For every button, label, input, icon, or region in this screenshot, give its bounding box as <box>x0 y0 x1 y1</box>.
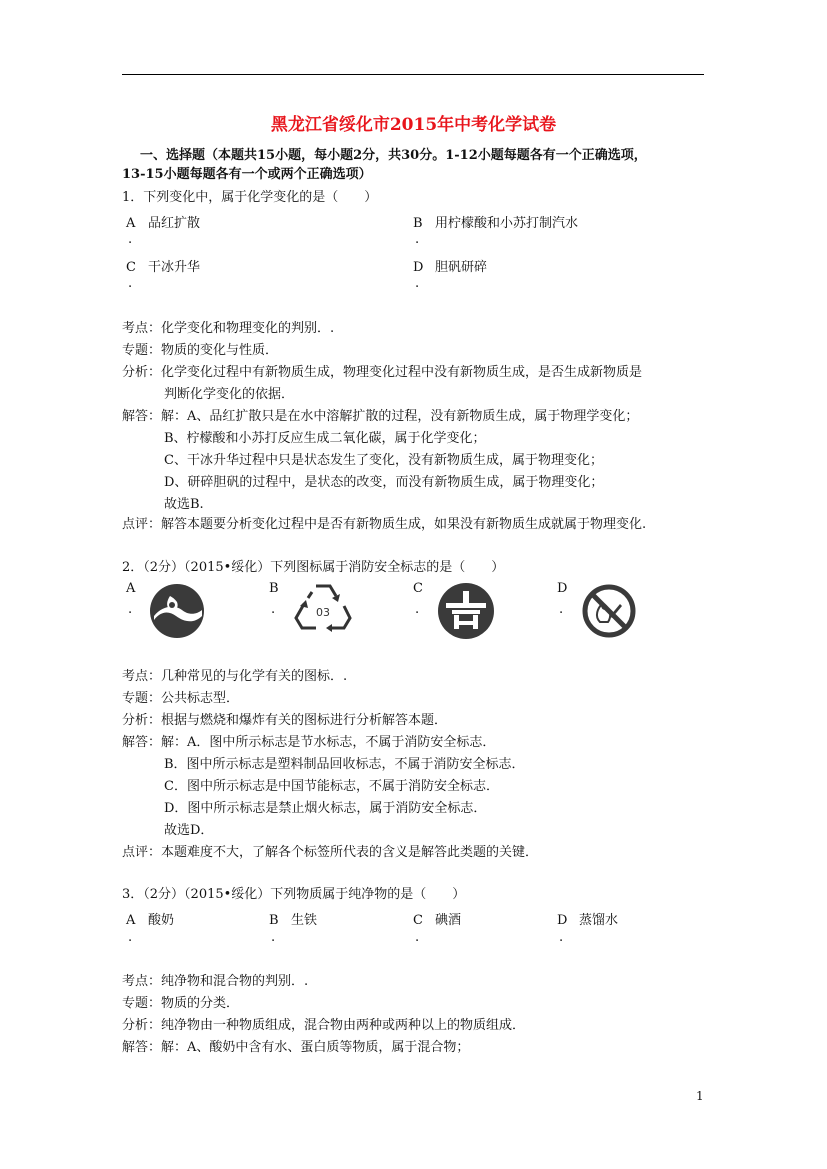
option-letter: B <box>413 216 423 231</box>
section-heading-line1: 一、选择题（本题共15小题，每小题2分，共30分。1-12小题每题各有一个正确选项， <box>140 148 647 163</box>
q1-option-c <box>126 256 200 275</box>
q3-jieda: 解答：解：A、酸奶中含有水、蛋白质等物质，属于混合物； <box>122 1040 470 1055</box>
q3-fenxi: 分析：纯净物由一种物质组成，混合物由两种或两种以上的物质组成． <box>122 1018 526 1033</box>
option-letter: A <box>126 216 136 231</box>
q3-kaodian: 考点：纯净物和混合物的判别．. <box>122 974 309 989</box>
q3-option-b <box>269 909 317 928</box>
option-text: 蒸馏水 <box>579 913 619 928</box>
option-text: 碘酒 <box>435 913 462 928</box>
option-dot: . <box>128 930 133 945</box>
q1-fenxi-line2: 判断化学变化的依据． <box>164 387 295 402</box>
q3-option-d <box>557 909 618 928</box>
option-text: 生铁 <box>291 913 318 928</box>
option-dot: . <box>415 232 420 247</box>
option-letter: D <box>413 260 424 275</box>
option-dot: . <box>271 602 276 617</box>
option-text: 用柠檬酸和小苏打制汽水 <box>435 216 579 231</box>
q1-jieda-line: B、柠檬酸和小苏打反应生成二氧化碳，属于化学变化； <box>164 431 486 446</box>
energy-saving-icon <box>436 581 496 641</box>
option-dot: . <box>271 930 276 945</box>
option-dot: . <box>415 276 420 291</box>
option-dot: . <box>128 232 133 247</box>
plastic-recycling-icon <box>292 580 354 638</box>
q2-jieda-line: B．图中所示标志是塑料制品回收标志，不属于消防安全标志． <box>164 757 525 772</box>
q2-jieda-line: C．图中所示标志是中国节能标志，不属于消防安全标志． <box>164 779 499 794</box>
option-text: 胆矾研碎 <box>435 260 488 275</box>
section-heading-line2: 13-15小题每题各有一个或两个正确选项） <box>122 167 372 182</box>
page-number: 1 <box>696 1089 704 1103</box>
q3-stem: 3．（2分）（2015•绥化）下列物质属于纯净物的是（ ） <box>122 887 466 902</box>
q1-dianping: 点评：解答本题要分析变化过程中是否有新物质生成，如果没有新物质生成就属于物理变化. <box>122 517 647 532</box>
q2-stem: 2．（2分）（2015•绥化）下列图标属于消防安全标志的是（ ） <box>122 560 505 575</box>
q2-option-d-letter: D <box>557 581 568 596</box>
header-rule <box>122 74 704 75</box>
q2-jieda-line: D．图中所示标志是禁止烟火标志，属于消防安全标志． <box>164 801 487 816</box>
q1-option-b <box>413 212 578 231</box>
q3-option-a <box>126 909 174 928</box>
q2-option-a-letter: A <box>126 581 136 596</box>
option-letter: B <box>269 913 279 928</box>
q1-option-d <box>413 256 487 275</box>
q1-jieda-line: C、干冰升华过程中只是状态发生了变化，没有新物质生成，属于物理变化； <box>164 453 603 468</box>
q1-kaodian: 考点：化学变化和物理变化的判别．. <box>122 321 335 336</box>
q2-dianping: 点评：本题难度不大，了解各个标签所代表的含义是解答此类题的关键． <box>122 845 539 860</box>
q1-stem: 1．下列变化中，属于化学变化的是（ ） <box>122 190 378 205</box>
q1-jieda-line: 解答：解：A、品红扩散只是在水中溶解扩散的过程，没有新物质生成，属于物理学变化； <box>122 409 639 424</box>
q2-kaodian: 考点：几种常见的与化学有关的图标．. <box>122 669 348 684</box>
q1-fenxi-line1: 分析：化学变化过程中有新物质生成，物理变化过程中没有新物质生成，是否生成新物质是 <box>122 365 643 380</box>
q3-zhuanti: 专题：物质的分类． <box>122 996 240 1011</box>
q2-jieda-line: 故选D． <box>164 823 214 838</box>
q2-option-c-letter: C <box>413 581 423 596</box>
q1-jieda-line: D、研碎胆矾的过程中，是状态的改变，而没有新物质生成，属于物理变化； <box>164 475 604 490</box>
option-text: 酸奶 <box>148 913 175 928</box>
option-text: 品红扩散 <box>148 216 201 231</box>
option-dot: . <box>415 930 420 945</box>
q2-jieda-line: 解答：解：A．图中所示标志是节水标志，不属于消防安全标志． <box>122 735 496 750</box>
q3-option-c <box>413 909 461 928</box>
option-letter: C <box>126 260 136 275</box>
option-dot: . <box>415 602 420 617</box>
no-fire-icon <box>580 582 638 640</box>
option-dot: . <box>128 602 133 617</box>
q1-zhuanti: 专题：物质的变化与性质． <box>122 343 279 358</box>
option-dot: . <box>128 276 133 291</box>
recycle-code: 03 <box>316 606 330 619</box>
water-saving-icon <box>148 582 206 640</box>
option-text: 干冰升华 <box>148 260 201 275</box>
q1-option-a <box>126 212 200 231</box>
option-letter: C <box>413 913 423 928</box>
option-letter: D <box>557 913 568 928</box>
q2-fenxi: 分析：根据与燃烧和爆炸有关的图标进行分析解答本题． <box>122 713 448 728</box>
q2-zhuanti: 专题：公共标志型． <box>122 691 240 706</box>
option-letter: A <box>126 913 136 928</box>
q1-jieda-line: 故选B. <box>164 497 204 512</box>
option-dot: . <box>559 930 564 945</box>
option-dot: . <box>559 602 564 617</box>
page-title: 黑龙江省绥化市2015年中考化学试卷 <box>270 115 557 135</box>
q2-option-b-letter: B <box>269 581 279 596</box>
